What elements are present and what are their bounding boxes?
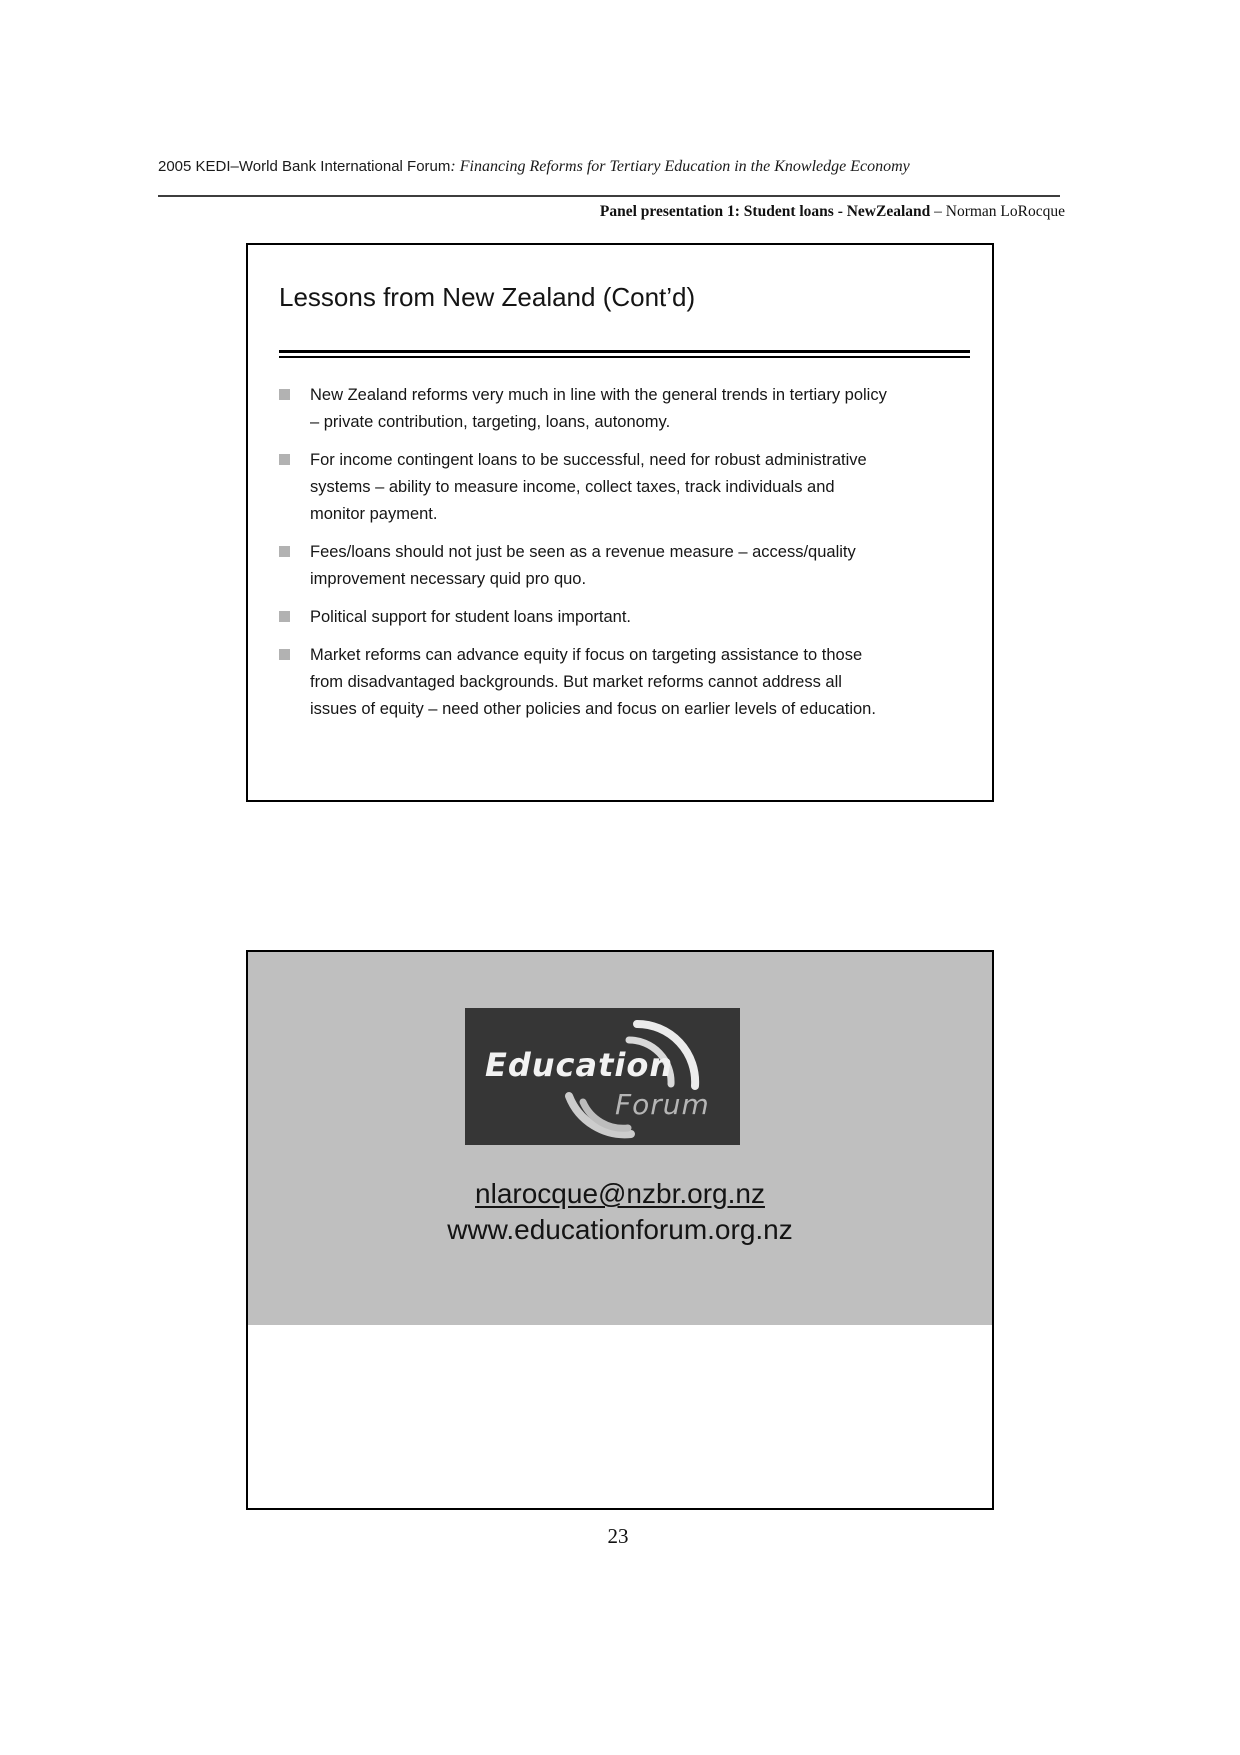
header-forum-title: 2005 KEDI–World Bank International Forum (158, 158, 451, 175)
bullet-text (310, 604, 631, 631)
bullet-line: Fees/loans should not just be seen as a revenue measure – access/quality (310, 543, 856, 561)
bullet-text (310, 642, 876, 723)
bullet-item (279, 604, 979, 631)
bullet-item (279, 382, 979, 436)
bullet-line: improvement necessary quid pro quo. (310, 570, 587, 588)
bullet-item (279, 642, 979, 723)
bullet-list (279, 382, 979, 734)
bullet-item (279, 447, 979, 528)
panel-author: – Norman LoRocque (930, 203, 1065, 220)
bullet-line: Political support for student loans important. (310, 608, 632, 626)
header-panel-line (158, 203, 1065, 221)
bullet-text (310, 539, 856, 593)
contact-block (248, 1176, 992, 1248)
bullet-square-icon (279, 649, 290, 660)
bullet-text (310, 447, 867, 528)
bullet-text (310, 382, 887, 436)
title-rule-top (279, 350, 970, 353)
education-forum-logo (465, 1008, 740, 1145)
bullet-square-icon (279, 546, 290, 557)
bullet-square-icon (279, 389, 290, 400)
logo-education-text: Education (485, 1046, 674, 1084)
bullet-line: Market reforms can advance equity if focus on targeting assistance to those (310, 646, 863, 664)
header-rule (158, 195, 1060, 197)
title-rule-bottom (279, 356, 970, 358)
panel-title: Panel presentation 1: Student loans - NewZealand (599, 203, 931, 220)
bullet-line: – private contribution, targeting, loans, autonomy. (310, 413, 671, 431)
title-rule-double (279, 350, 970, 358)
slide-box-lessons (246, 243, 994, 802)
bullet-square-icon (279, 454, 290, 465)
logo-forum-text: Forum (615, 1088, 710, 1121)
page-number: 23 (607, 1524, 629, 1548)
bullet-line: systems – ability to measure income, collect taxes, track individuals and (310, 478, 835, 496)
document-header (158, 158, 1098, 176)
contact-website-text: www.educationforum.org.nz (447, 1214, 793, 1245)
bullet-line: For income contingent loans to be successful, need for robust administrative (310, 451, 867, 469)
bullet-square-icon (279, 611, 290, 622)
slide-box-contact (246, 950, 994, 1510)
bullet-line: issues of equity – need other policies and focus on earlier levels of education. (310, 700, 876, 718)
bullet-line: monitor payment. (310, 505, 438, 523)
bullet-line: from disadvantaged backgrounds. But market reforms cannot address all (310, 673, 842, 691)
contact-email-link[interactable]: nlarocque@nzbr.org.nz (475, 1178, 765, 1209)
slide-title: Lessons from New Zealand (Cont’d) (279, 282, 696, 312)
bullet-line: New Zealand reforms very much in line with the general trends in tertiary policy (310, 386, 887, 404)
bullet-item (279, 539, 979, 593)
header-forum-subtitle: : Financing Reforms for Tertiary Education in the Knowledge Economy (450, 158, 910, 175)
contact-slide-background (248, 952, 992, 1325)
